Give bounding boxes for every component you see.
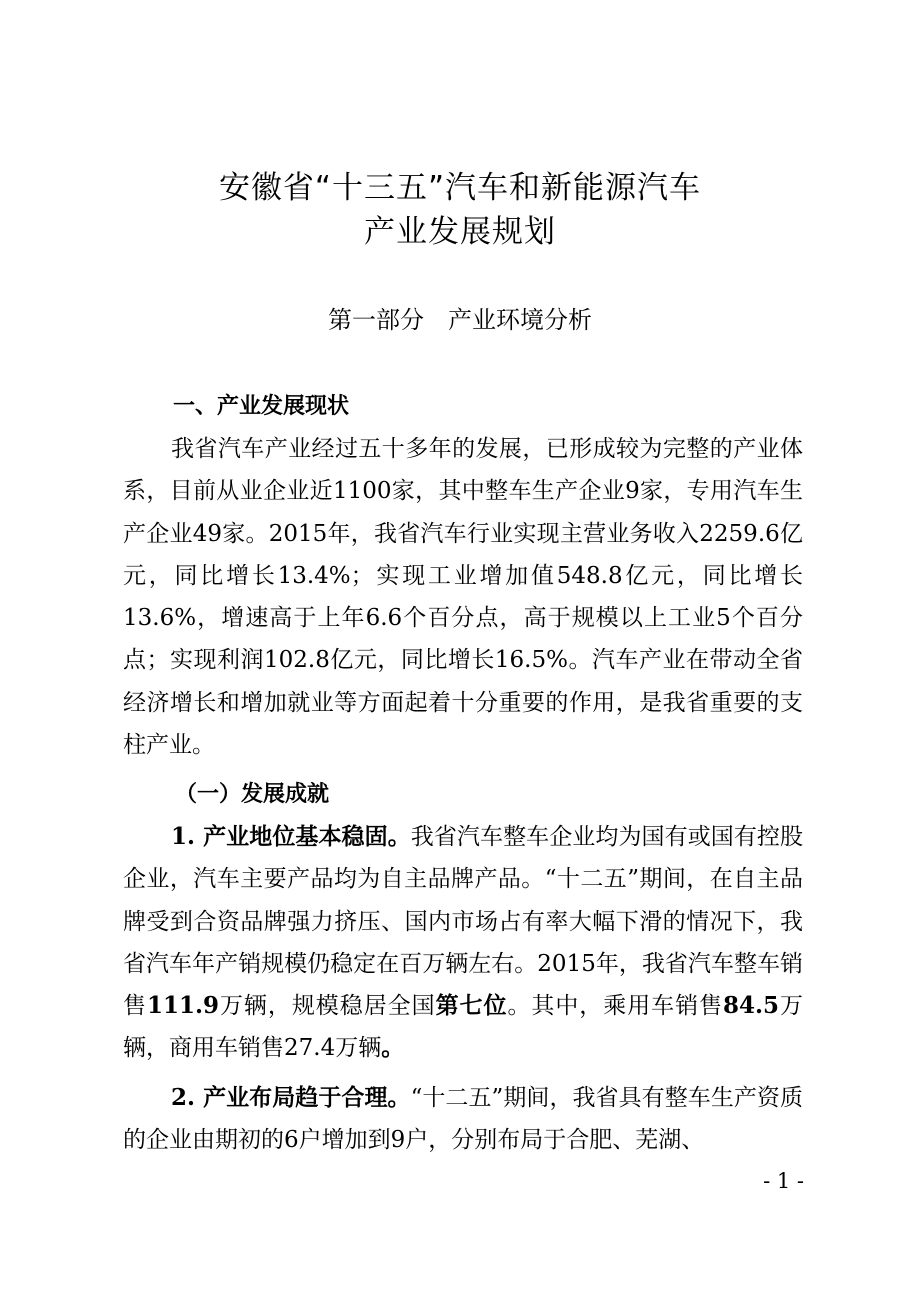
paragraph-text: 万辆，规模稳居全国 [219, 993, 436, 1020]
national-rank: 第七位 [435, 992, 508, 1020]
paragraph-lead-industry-layout: 2. 产业布局趋于合理。 [171, 1084, 411, 1111]
vehicle-sales-figure: 111.9 [146, 992, 219, 1020]
paragraph-text: 万辆，商用车销售27.4万辆 [123, 993, 804, 1062]
document-title-line-1: 安徽省“十三五”汽车和新能源汽车 [218, 170, 702, 206]
paragraph-lead-industry-position: 1. 产业地位基本稳固。 [171, 823, 411, 850]
part-heading: 第一部分 产业环境分析 [328, 306, 592, 334]
paragraph-industry-status: 我省汽车产业经过五十多年的发展，已形成较为完整的产业体系，目前从业企业近1100家，其中整车生产企业9家，专用汽车生产企业49家。2015年，我省汽车行业实现主营业务收入2259.6亿元，同比增长13.4%；实现工业增加值548.8亿元，同比增长13.6%，增速高于上年6.6个百分点，高于规模以上工业5个百分点；实现利润102.8亿元，同比增长16.5%。汽车产业在带动全省经济增长和增加就业等方面起着十分重要的作用，是我省重要的支柱产业。 [123, 436, 803, 759]
section-heading: 一、产业发展现状 [173, 394, 350, 419]
paragraph-text: 。其中，乘用车销售 [507, 993, 724, 1020]
paragraph-industry-layout [123, 1077, 803, 1162]
paragraph-text: “十二五”期间，我省具有整车生产资质的企业由期初的6户增加到9户，分别布局于合肥、芜湖、 [123, 1085, 803, 1154]
passenger-car-sales-figure: 84.5 [723, 992, 780, 1020]
document-title-line-2: 产业发展规划 [364, 214, 556, 250]
paragraph-end-mark: 。 [381, 1034, 405, 1062]
subsection-heading: （一）发展成就 [175, 782, 330, 807]
paragraph-industry-position [123, 816, 803, 1070]
paragraph-text: 我省汽车整车企业均为国有或国有控股企业，汽车主要产品均为自主品牌产品。“十二五”期间，在自主品牌受到合资品牌强力挤压、国内市场占有率大幅下滑的情况下，我省汽车年产销规模仍稳定在百万辆左右。2015年，我省汽车整车销售 [123, 824, 803, 1020]
page-number: - 1 - [763, 1169, 804, 1193]
